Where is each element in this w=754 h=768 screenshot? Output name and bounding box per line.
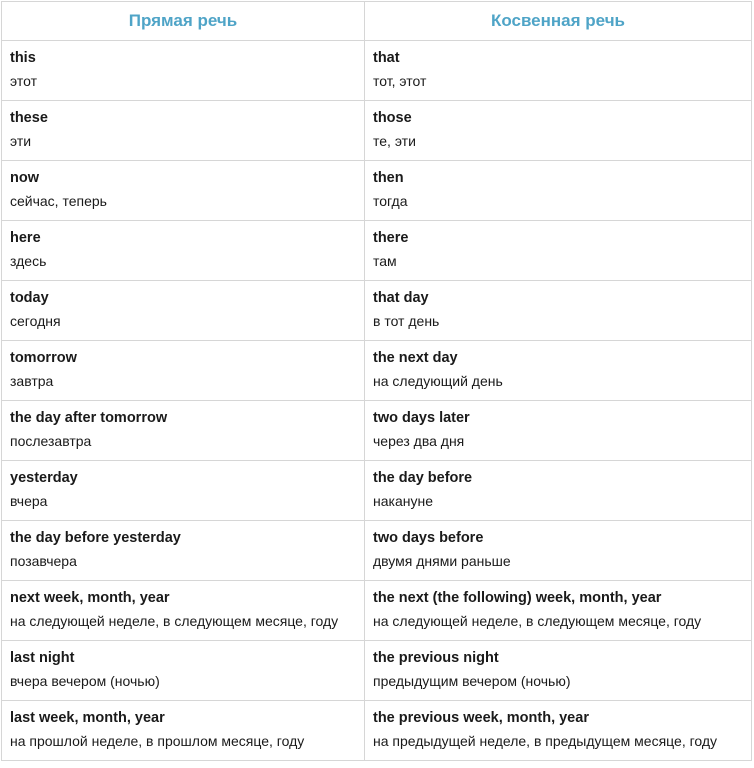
indirect-russian: тот, этот xyxy=(373,73,427,89)
indirect-cell xyxy=(365,701,752,761)
indirect-cell xyxy=(365,401,752,461)
direct-cell xyxy=(2,161,365,221)
direct-cell xyxy=(2,281,365,341)
indirect-english: the day before xyxy=(373,470,473,486)
indirect-russian: на следующий день xyxy=(373,373,503,389)
indirect-cell xyxy=(365,521,752,581)
direct-english: the day before yesterday xyxy=(10,530,181,546)
table-row xyxy=(2,101,752,161)
indirect-english: two days later xyxy=(373,410,470,426)
direct-russian: эти xyxy=(10,133,32,149)
table-row xyxy=(2,281,752,341)
indirect-russian: на следующей неделе, в следующем месяце, году xyxy=(373,613,702,629)
indirect-cell xyxy=(365,161,752,221)
indirect-english: the next (the following) week, month, year xyxy=(373,590,662,606)
table-header-row xyxy=(2,2,752,41)
indirect-cell xyxy=(365,461,752,521)
indirect-russian: двумя днями раньше xyxy=(373,553,511,569)
indirect-english: that day xyxy=(373,290,429,306)
direct-russian: позавчера xyxy=(10,553,77,569)
direct-english: this xyxy=(10,50,36,66)
table-row xyxy=(2,41,752,101)
indirect-russian: тогда xyxy=(373,193,408,209)
indirect-russian: через два дня xyxy=(373,433,465,449)
direct-cell xyxy=(2,41,365,101)
direct-cell xyxy=(2,101,365,161)
direct-english: the day after tomorrow xyxy=(10,410,168,426)
indirect-cell xyxy=(365,341,752,401)
indirect-russian: там xyxy=(373,253,397,269)
table-row xyxy=(2,341,752,401)
indirect-english: then xyxy=(373,170,404,186)
indirect-english: the next day xyxy=(373,350,458,366)
direct-russian: на прошлой неделе, в прошлом месяце, году xyxy=(10,733,305,749)
direct-cell xyxy=(2,401,365,461)
direct-russian: этот xyxy=(10,73,37,89)
direct-russian: вчера xyxy=(10,493,48,509)
table-row xyxy=(2,401,752,461)
indirect-cell xyxy=(365,281,752,341)
table-row xyxy=(2,581,752,641)
direct-english: now xyxy=(10,170,39,186)
direct-english: last night xyxy=(10,650,75,666)
indirect-cell xyxy=(365,581,752,641)
indirect-russian: те, эти xyxy=(373,133,416,149)
direct-english: yesterday xyxy=(10,470,78,486)
direct-english: tomorrow xyxy=(10,350,77,366)
direct-english: next week, month, year xyxy=(10,590,170,606)
indirect-english: two days before xyxy=(373,530,484,546)
direct-russian: завтра xyxy=(10,373,54,389)
direct-cell xyxy=(2,581,365,641)
table-row xyxy=(2,161,752,221)
indirect-russian: на предыдущей неделе, в предыдущем месяце, году xyxy=(373,733,718,749)
indirect-cell xyxy=(365,641,752,701)
indirect-english: that xyxy=(373,50,400,66)
direct-cell xyxy=(2,461,365,521)
indirect-russian: предыдущим вечером (ночью) xyxy=(373,673,571,689)
direct-english: today xyxy=(10,290,49,306)
direct-russian: сегодня xyxy=(10,313,61,329)
table-row xyxy=(2,641,752,701)
speech-table xyxy=(1,1,752,761)
direct-russian: на следующей неделе, в следующем месяце, году xyxy=(10,613,339,629)
indirect-cell xyxy=(365,41,752,101)
direct-english: these xyxy=(10,110,48,126)
direct-russian: послезавтра xyxy=(10,433,92,449)
indirect-english: those xyxy=(373,110,412,126)
direct-cell xyxy=(2,341,365,401)
table-body xyxy=(2,41,752,761)
direct-cell xyxy=(2,641,365,701)
header-indirect-speech: Косвенная речь xyxy=(365,2,752,41)
indirect-cell xyxy=(365,221,752,281)
table-row xyxy=(2,701,752,761)
indirect-english: there xyxy=(373,230,409,246)
table-row xyxy=(2,221,752,281)
indirect-cell xyxy=(365,101,752,161)
direct-russian: здесь xyxy=(10,253,47,269)
direct-cell xyxy=(2,521,365,581)
direct-english: last week, month, year xyxy=(10,710,165,726)
header-direct-speech: Прямая речь xyxy=(2,2,365,41)
direct-russian: сейчас, теперь xyxy=(10,193,107,209)
table-row xyxy=(2,461,752,521)
indirect-russian: в тот день xyxy=(373,313,440,329)
direct-cell xyxy=(2,221,365,281)
indirect-english: the previous week, month, year xyxy=(373,710,589,726)
direct-english: here xyxy=(10,230,41,246)
indirect-russian: накануне xyxy=(373,493,433,509)
direct-cell xyxy=(2,701,365,761)
direct-russian: вчера вечером (ночью) xyxy=(10,673,160,689)
indirect-english: the previous night xyxy=(373,650,499,666)
table-row xyxy=(2,521,752,581)
